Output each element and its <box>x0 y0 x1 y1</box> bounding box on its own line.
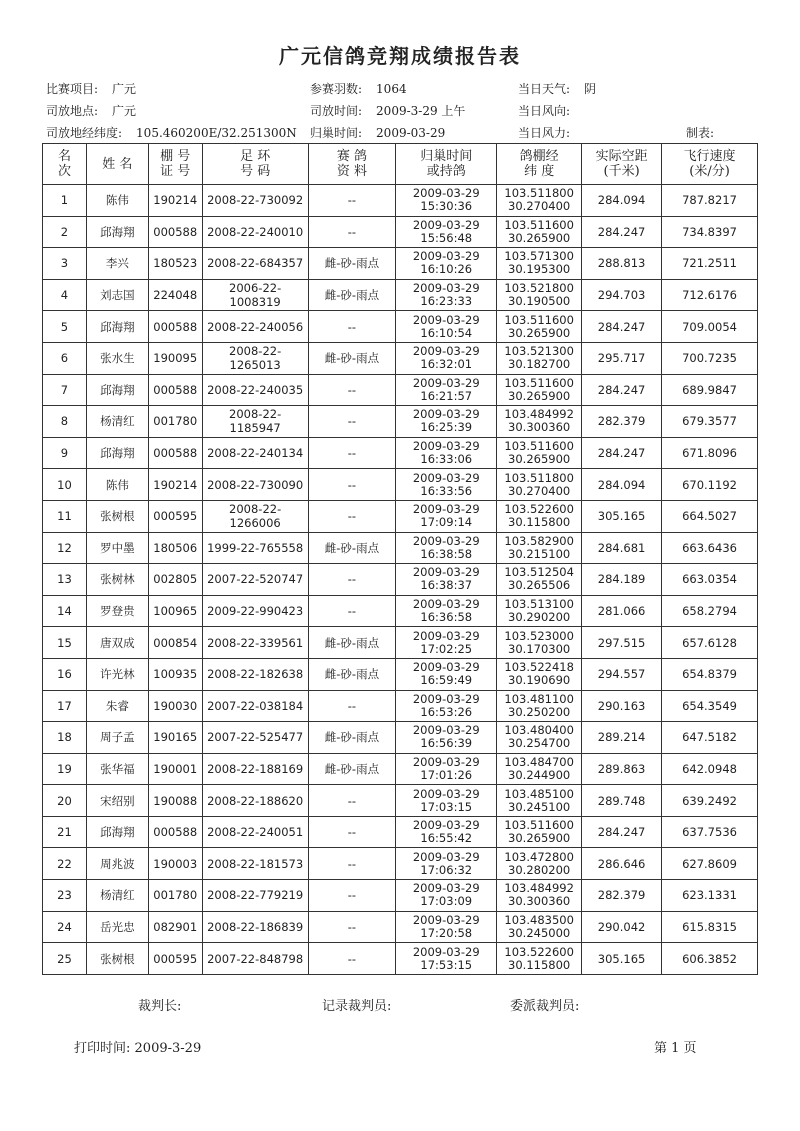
cell-loft-coords: 103.511600 30.265900 <box>497 216 582 248</box>
cell-return-time: 2009-03-29 16:53:26 <box>396 690 497 722</box>
cell-loft-coords: 103.523000 30.170300 <box>497 627 582 659</box>
cell-pigeon-info: -- <box>308 785 396 817</box>
cell-pigeon-info: -- <box>308 564 396 596</box>
cell-return-time: 2009-03-29 16:33:06 <box>396 437 497 469</box>
table-row <box>43 753 758 785</box>
cell-loft-coords: 103.511800 30.270400 <box>497 185 582 217</box>
info-label: 比赛项目: <box>46 82 99 96</box>
info-race-item <box>46 80 136 97</box>
cell-loft-coords: 103.521300 30.182700 <box>497 342 582 374</box>
cell-rank: 22 <box>43 848 87 880</box>
cell-loft-id: 082901 <box>148 911 202 943</box>
info-label: 当日天气: <box>518 82 571 96</box>
cell-speed: 654.3549 <box>662 690 758 722</box>
cell-rank: 2 <box>43 216 87 248</box>
cell-loft-coords: 103.484700 30.244900 <box>497 753 582 785</box>
cell-rank: 3 <box>43 248 87 280</box>
info-value: 1064 <box>376 82 407 96</box>
cell-speed: 679.3577 <box>662 406 758 438</box>
table-row <box>43 469 758 501</box>
cell-loft-coords: 103.512504 30.265506 <box>497 564 582 596</box>
cell-pigeon-info: 雌-砂-雨点 <box>308 532 396 564</box>
cell-name: 邱海翔 <box>86 374 148 406</box>
cell-pigeon-info: -- <box>308 690 396 722</box>
cell-speed: 700.7235 <box>662 342 758 374</box>
cell-pigeon-info: -- <box>308 848 396 880</box>
cell-distance: 281.066 <box>582 595 662 627</box>
cell-speed: 647.5182 <box>662 722 758 754</box>
cell-name: 陈伟 <box>86 469 148 501</box>
cell-pigeon-info: -- <box>308 500 396 532</box>
cell-name: 周兆波 <box>86 848 148 880</box>
table-row <box>43 690 758 722</box>
cell-name: 陈伟 <box>86 185 148 217</box>
cell-pigeon-info: 雌-砂-雨点 <box>308 342 396 374</box>
cell-loft-coords: 103.511600 30.265900 <box>497 437 582 469</box>
cell-return-time: 2009-03-29 17:01:26 <box>396 753 497 785</box>
cell-pigeon-info: -- <box>308 880 396 912</box>
cell-return-time: 2009-03-29 16:10:26 <box>396 248 497 280</box>
cell-loft-coords: 103.522418 30.190690 <box>497 658 582 690</box>
cell-speed: 671.8096 <box>662 437 758 469</box>
cell-ring-number: 2007-22-038184 <box>202 690 308 722</box>
info-prepared-by <box>686 124 714 141</box>
cell-ring-number: 2007-22-525477 <box>202 722 308 754</box>
table-row <box>43 437 758 469</box>
cell-name: 周子孟 <box>86 722 148 754</box>
cell-loft-id: 190030 <box>148 690 202 722</box>
cell-return-time: 2009-03-29 16:25:39 <box>396 406 497 438</box>
cell-pigeon-info: -- <box>308 469 396 501</box>
cell-loft-id: 100935 <box>148 658 202 690</box>
cell-name: 罗中墨 <box>86 532 148 564</box>
cell-loft-id: 000588 <box>148 437 202 469</box>
cell-pigeon-info: 雌-砂-雨点 <box>308 627 396 659</box>
table-row <box>43 406 758 438</box>
cell-pigeon-info: 雌-砂-雨点 <box>308 279 396 311</box>
cell-return-time: 2009-03-29 15:56:48 <box>396 216 497 248</box>
cell-return-time: 2009-03-29 17:20:58 <box>396 911 497 943</box>
table-row <box>43 564 758 596</box>
cell-name: 岳光忠 <box>86 911 148 943</box>
cell-rank: 18 <box>43 722 87 754</box>
cell-distance: 284.247 <box>582 216 662 248</box>
cell-loft-coords: 103.511800 30.270400 <box>497 469 582 501</box>
cell-loft-id: 190165 <box>148 722 202 754</box>
info-release-coords <box>46 124 297 141</box>
cell-distance: 282.379 <box>582 880 662 912</box>
cell-ring-number: 2008-22-730092 <box>202 185 308 217</box>
delegate-referee-label: 委派裁判员: <box>510 999 580 1014</box>
referee-chief-label: 裁判长: <box>138 999 182 1014</box>
cell-rank: 24 <box>43 911 87 943</box>
cell-return-time: 2009-03-29 17:03:09 <box>396 880 497 912</box>
info-label: 当日风力: <box>518 126 571 140</box>
info-label: 制表: <box>686 126 715 140</box>
cell-ring-number: 2008-22-188620 <box>202 785 308 817</box>
cell-return-time: 2009-03-29 16:21:57 <box>396 374 497 406</box>
report-title: 广元信鸽竞翔成绩报告表 <box>279 44 521 68</box>
cell-rank: 12 <box>43 532 87 564</box>
table-row <box>43 658 758 690</box>
col-pigeon-info: 赛 鸽 资 料 <box>308 144 396 185</box>
cell-speed: 663.0354 <box>662 564 758 596</box>
cell-ring-number: 2008-22-188169 <box>202 753 308 785</box>
cell-loft-id: 190214 <box>148 469 202 501</box>
info-wind-force <box>518 124 584 141</box>
cell-rank: 25 <box>43 943 87 975</box>
cell-name: 张树根 <box>86 943 148 975</box>
cell-speed: 637.7536 <box>662 816 758 848</box>
cell-rank: 7 <box>43 374 87 406</box>
cell-ring-number: 2008-22-240056 <box>202 311 308 343</box>
cell-distance: 305.165 <box>582 943 662 975</box>
cell-ring-number: 2008-22-1185947 <box>202 406 308 438</box>
cell-rank: 8 <box>43 406 87 438</box>
cell-rank: 4 <box>43 279 87 311</box>
cell-pigeon-info: 雌-砂-雨点 <box>308 658 396 690</box>
cell-return-time: 2009-03-29 17:06:32 <box>396 848 497 880</box>
cell-pigeon-info: 雌-砂-雨点 <box>308 248 396 280</box>
cell-loft-coords: 103.484992 30.300360 <box>497 880 582 912</box>
table-row <box>43 216 758 248</box>
cell-loft-id: 224048 <box>148 279 202 311</box>
cell-rank: 15 <box>43 627 87 659</box>
cell-distance: 289.863 <box>582 753 662 785</box>
cell-rank: 5 <box>43 311 87 343</box>
results-table <box>42 143 758 975</box>
info-label: 参赛羽数: <box>310 82 363 96</box>
cell-speed: 670.1192 <box>662 469 758 501</box>
cell-speed: 654.8379 <box>662 658 758 690</box>
cell-pigeon-info: -- <box>308 437 396 469</box>
info-entries <box>310 80 407 97</box>
print-time <box>74 1037 201 1056</box>
cell-pigeon-info: -- <box>308 374 396 406</box>
cell-return-time: 2009-03-29 16:55:42 <box>396 816 497 848</box>
info-label: 司放地经纬度: <box>46 126 123 140</box>
info-value: 广元 <box>112 82 137 96</box>
table-row <box>43 785 758 817</box>
cell-speed: 712.6176 <box>662 279 758 311</box>
cell-ring-number: 2007-22-848798 <box>202 943 308 975</box>
table-row <box>43 311 758 343</box>
cell-ring-number: 2008-22-1265013 <box>202 342 308 374</box>
cell-name: 张树林 <box>86 564 148 596</box>
cell-name: 张树根 <box>86 500 148 532</box>
cell-loft-coords: 103.511600 30.265900 <box>497 374 582 406</box>
cell-name: 张水生 <box>86 342 148 374</box>
cell-loft-id: 180506 <box>148 532 202 564</box>
cell-speed: 623.1331 <box>662 880 758 912</box>
cell-distance: 288.813 <box>582 248 662 280</box>
cell-loft-coords: 103.521800 30.190500 <box>497 279 582 311</box>
cell-loft-id: 000588 <box>148 816 202 848</box>
cell-name: 李兴 <box>86 248 148 280</box>
info-value: 2009-3-29 上午 <box>376 104 466 118</box>
cell-speed: 658.2794 <box>662 595 758 627</box>
col-loft-id: 棚 号 证 号 <box>148 144 202 185</box>
page-number: 第 1 页 <box>654 1041 697 1056</box>
print-time-value: 2009-3-29 <box>134 1041 202 1056</box>
cell-distance: 286.646 <box>582 848 662 880</box>
cell-rank: 13 <box>43 564 87 596</box>
cell-loft-id: 000588 <box>148 374 202 406</box>
cell-name: 朱睿 <box>86 690 148 722</box>
table-row <box>43 374 758 406</box>
info-label: 当日风向: <box>518 104 571 118</box>
info-return-time <box>310 124 445 141</box>
cell-rank: 9 <box>43 437 87 469</box>
cell-return-time: 2009-03-29 16:59:49 <box>396 658 497 690</box>
cell-speed: 689.9847 <box>662 374 758 406</box>
cell-distance: 297.515 <box>582 627 662 659</box>
cell-distance: 294.557 <box>582 658 662 690</box>
cell-speed: 639.2492 <box>662 785 758 817</box>
info-label: 归巢时间: <box>310 126 363 140</box>
cell-speed: 642.0948 <box>662 753 758 785</box>
cell-distance: 305.165 <box>582 500 662 532</box>
cell-speed: 709.0054 <box>662 311 758 343</box>
cell-speed: 787.8217 <box>662 185 758 217</box>
cell-return-time: 2009-03-29 16:32:01 <box>396 342 497 374</box>
cell-speed: 615.8315 <box>662 911 758 943</box>
cell-name: 杨清红 <box>86 880 148 912</box>
cell-rank: 23 <box>43 880 87 912</box>
cell-rank: 11 <box>43 500 87 532</box>
cell-name: 邱海翔 <box>86 816 148 848</box>
col-rank: 名 次 <box>43 144 87 185</box>
info-weather <box>518 80 596 97</box>
cell-speed: 734.8397 <box>662 216 758 248</box>
table-row <box>43 532 758 564</box>
cell-pigeon-info: -- <box>308 311 396 343</box>
cell-loft-id: 190001 <box>148 753 202 785</box>
cell-return-time: 2009-03-29 17:09:14 <box>396 500 497 532</box>
cell-ring-number: 2008-22-1266006 <box>202 500 308 532</box>
cell-loft-coords: 103.582900 30.215100 <box>497 532 582 564</box>
info-value: 2009-03-29 <box>376 126 446 140</box>
cell-name: 邱海翔 <box>86 216 148 248</box>
cell-pigeon-info: 雌-砂-雨点 <box>308 753 396 785</box>
cell-loft-id: 002805 <box>148 564 202 596</box>
cell-loft-coords: 103.472800 30.280200 <box>497 848 582 880</box>
cell-loft-id: 000595 <box>148 943 202 975</box>
cell-loft-coords: 103.571300 30.195300 <box>497 248 582 280</box>
cell-distance: 284.094 <box>582 185 662 217</box>
cell-ring-number: 2008-22-779219 <box>202 880 308 912</box>
cell-pigeon-info: -- <box>308 911 396 943</box>
cell-loft-coords: 103.522600 30.115800 <box>497 943 582 975</box>
cell-pigeon-info: -- <box>308 185 396 217</box>
cell-loft-coords: 103.511600 30.265900 <box>497 816 582 848</box>
cell-distance: 290.163 <box>582 690 662 722</box>
cell-ring-number: 2008-22-339561 <box>202 627 308 659</box>
table-row <box>43 342 758 374</box>
cell-return-time: 2009-03-29 17:53:15 <box>396 943 497 975</box>
cell-ring-number: 2008-22-240010 <box>202 216 308 248</box>
cell-speed: 606.3852 <box>662 943 758 975</box>
cell-loft-id: 001780 <box>148 880 202 912</box>
cell-ring-number: 2008-22-186839 <box>202 911 308 943</box>
cell-loft-id: 180523 <box>148 248 202 280</box>
table-row <box>43 185 758 217</box>
cell-distance: 284.247 <box>582 311 662 343</box>
table-row <box>43 722 758 754</box>
cell-rank: 17 <box>43 690 87 722</box>
table-row <box>43 279 758 311</box>
cell-loft-coords: 103.513100 30.290200 <box>497 595 582 627</box>
cell-return-time: 2009-03-29 16:10:54 <box>396 311 497 343</box>
cell-return-time: 2009-03-29 15:30:36 <box>396 185 497 217</box>
table-header-row <box>43 144 758 185</box>
cell-loft-id: 190003 <box>148 848 202 880</box>
cell-distance: 289.214 <box>582 722 662 754</box>
cell-loft-coords: 103.483500 30.245000 <box>497 911 582 943</box>
cell-pigeon-info: -- <box>308 595 396 627</box>
cell-rank: 21 <box>43 816 87 848</box>
cell-loft-coords: 103.484992 30.300360 <box>497 406 582 438</box>
cell-loft-id: 000595 <box>148 500 202 532</box>
cell-loft-id: 190088 <box>148 785 202 817</box>
cell-loft-coords: 103.480400 30.254700 <box>497 722 582 754</box>
cell-distance: 284.189 <box>582 564 662 596</box>
cell-distance: 290.042 <box>582 911 662 943</box>
cell-loft-id: 000854 <box>148 627 202 659</box>
cell-name: 唐双成 <box>86 627 148 659</box>
info-wind-direction <box>518 102 584 119</box>
table-row <box>43 848 758 880</box>
cell-ring-number: 2008-22-240051 <box>202 816 308 848</box>
print-time-label: 打印时间: <box>74 1041 131 1056</box>
cell-return-time: 2009-03-29 16:36:58 <box>396 595 497 627</box>
col-speed: 飞行速度 (米/分) <box>662 144 758 185</box>
cell-loft-id: 001780 <box>148 406 202 438</box>
cell-distance: 284.247 <box>582 437 662 469</box>
cell-name: 杨清红 <box>86 406 148 438</box>
cell-distance: 289.748 <box>582 785 662 817</box>
cell-ring-number: 1999-22-765558 <box>202 532 308 564</box>
cell-rank: 10 <box>43 469 87 501</box>
recorder-referee-label: 记录裁判员: <box>322 999 392 1014</box>
cell-distance: 295.717 <box>582 342 662 374</box>
cell-rank: 1 <box>43 185 87 217</box>
cell-pigeon-info: -- <box>308 943 396 975</box>
cell-pigeon-info: -- <box>308 216 396 248</box>
table-row <box>43 880 758 912</box>
cell-loft-id: 000588 <box>148 216 202 248</box>
cell-pigeon-info: -- <box>308 816 396 848</box>
cell-rank: 16 <box>43 658 87 690</box>
cell-loft-coords: 103.522600 30.115800 <box>497 500 582 532</box>
info-label: 司放时间: <box>310 104 363 118</box>
table-row <box>43 943 758 975</box>
table-row <box>43 816 758 848</box>
cell-loft-coords: 103.511600 30.265900 <box>497 311 582 343</box>
cell-speed: 721.2511 <box>662 248 758 280</box>
cell-ring-number: 2008-22-684357 <box>202 248 308 280</box>
col-name: 姓 名 <box>86 144 148 185</box>
cell-distance: 284.247 <box>582 374 662 406</box>
cell-return-time: 2009-03-29 16:38:37 <box>396 564 497 596</box>
cell-return-time: 2009-03-29 17:03:15 <box>396 785 497 817</box>
cell-distance: 284.681 <box>582 532 662 564</box>
cell-distance: 282.379 <box>582 406 662 438</box>
cell-rank: 19 <box>43 753 87 785</box>
cell-rank: 6 <box>43 342 87 374</box>
cell-rank: 14 <box>43 595 87 627</box>
cell-loft-id: 190095 <box>148 342 202 374</box>
cell-pigeon-info: -- <box>308 406 396 438</box>
table-row <box>43 248 758 280</box>
cell-ring-number: 2008-22-240134 <box>202 437 308 469</box>
table-row <box>43 911 758 943</box>
cell-return-time: 2009-03-29 16:23:33 <box>396 279 497 311</box>
cell-return-time: 2009-03-29 16:33:56 <box>396 469 497 501</box>
cell-loft-coords: 103.485100 30.245100 <box>497 785 582 817</box>
cell-speed: 627.8609 <box>662 848 758 880</box>
cell-ring-number: 2008-22-730090 <box>202 469 308 501</box>
cell-distance: 294.703 <box>582 279 662 311</box>
cell-return-time: 2009-03-29 16:38:58 <box>396 532 497 564</box>
cell-speed: 664.5027 <box>662 500 758 532</box>
info-release-time <box>310 102 465 119</box>
info-release-place <box>46 102 136 119</box>
table-row <box>43 595 758 627</box>
cell-name: 罗登贵 <box>86 595 148 627</box>
cell-rank: 20 <box>43 785 87 817</box>
info-label: 司放地点: <box>46 104 99 118</box>
table-row <box>43 500 758 532</box>
info-value: 广元 <box>112 104 137 118</box>
info-value: 105.460200E/32.251300N <box>136 126 297 140</box>
info-value: 阴 <box>584 82 597 96</box>
cell-distance: 284.247 <box>582 816 662 848</box>
table-row <box>43 627 758 659</box>
cell-distance: 284.094 <box>582 469 662 501</box>
cell-loft-id: 100965 <box>148 595 202 627</box>
cell-ring-number: 2006-22-1008319 <box>202 279 308 311</box>
col-ring-number: 足 环 号 码 <box>202 144 308 185</box>
cell-name: 邱海翔 <box>86 437 148 469</box>
cell-loft-id: 000588 <box>148 311 202 343</box>
cell-return-time: 2009-03-29 17:02:25 <box>396 627 497 659</box>
cell-name: 宋绍别 <box>86 785 148 817</box>
cell-loft-coords: 103.481100 30.250200 <box>497 690 582 722</box>
cell-ring-number: 2008-22-240035 <box>202 374 308 406</box>
col-distance: 实际空距 (千米) <box>582 144 662 185</box>
cell-ring-number: 2007-22-520747 <box>202 564 308 596</box>
cell-speed: 663.6436 <box>662 532 758 564</box>
cell-ring-number: 2008-22-181573 <box>202 848 308 880</box>
cell-name: 邱海翔 <box>86 311 148 343</box>
col-return-time: 归巢时间 或持鸽 <box>396 144 497 185</box>
cell-name: 许光林 <box>86 658 148 690</box>
cell-ring-number: 2008-22-182638 <box>202 658 308 690</box>
cell-name: 刘志国 <box>86 279 148 311</box>
cell-name: 张华福 <box>86 753 148 785</box>
col-loft-coords: 鸽棚经 纬 度 <box>497 144 582 185</box>
cell-loft-id: 190214 <box>148 185 202 217</box>
cell-ring-number: 2009-22-990423 <box>202 595 308 627</box>
cell-pigeon-info: 雌-砂-雨点 <box>308 722 396 754</box>
cell-speed: 657.6128 <box>662 627 758 659</box>
cell-return-time: 2009-03-29 16:56:39 <box>396 722 497 754</box>
